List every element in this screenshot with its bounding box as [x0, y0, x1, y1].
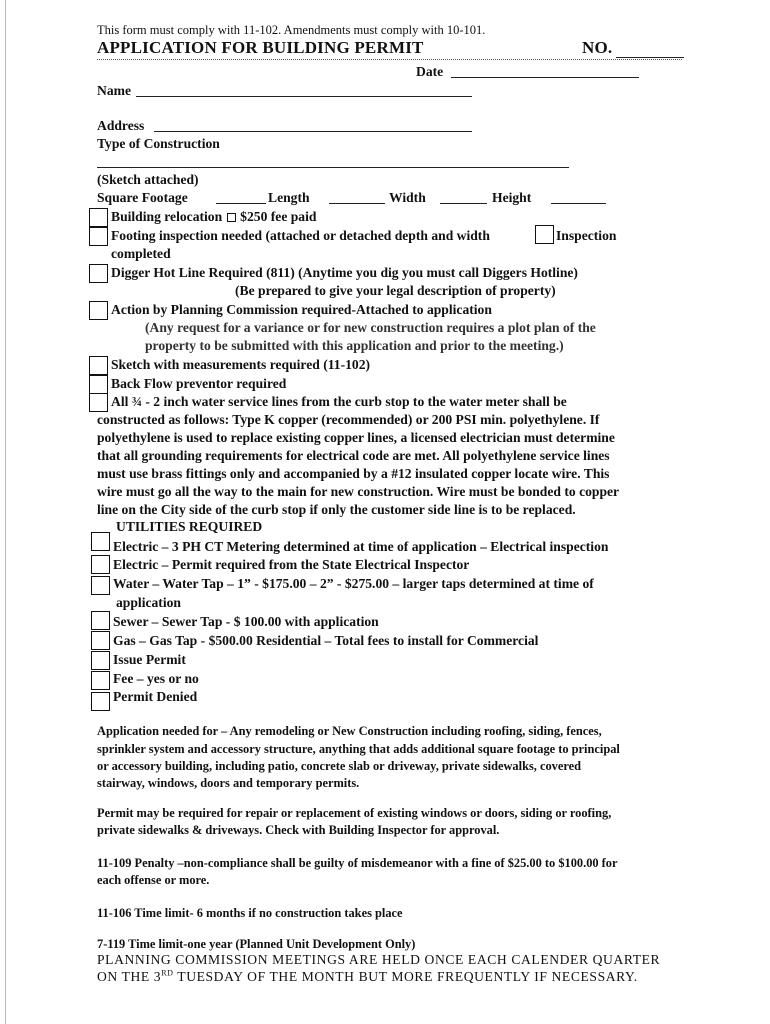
- name-label: Name: [97, 83, 131, 98]
- utilities-heading: UTILITIES REQUIRED: [116, 519, 263, 534]
- checkbox-sewer-tap[interactable]: [91, 611, 110, 630]
- meetings-note-2: [97, 969, 638, 985]
- checkbox-building-relocation[interactable]: [89, 208, 108, 227]
- digger-hotline-label: Digger Hot Line Required (811) (Anytime you dig you must call Diggers Hotline): [111, 265, 578, 280]
- date-label: Date: [416, 64, 444, 79]
- address-label: Address: [97, 118, 145, 133]
- checkbox-footing-inspection[interactable]: [89, 227, 108, 246]
- checkbox-water-service[interactable]: [89, 393, 108, 412]
- electric-permit-label: Electric – Permit required from the State Electrical Inspector: [113, 557, 470, 572]
- construction-type-label: Type of Construction: [97, 136, 220, 151]
- permit-note-2: private sidewalks & driveways. Check with Building Inspector for approval.: [97, 823, 500, 837]
- square-footage-label: Square Footage: [97, 190, 188, 205]
- checkbox-issue-permit[interactable]: [91, 651, 110, 670]
- penalty-note-2: each offense or more.: [97, 873, 210, 887]
- scan-edge: [5, 0, 6, 1024]
- relocation-text: Building relocation: [111, 209, 223, 224]
- permit-note-1: Permit may be required for repair or replacement of existing windows or doors, siding or roofing,: [97, 806, 612, 820]
- checkbox-electric-metering[interactable]: [91, 532, 110, 551]
- sketch-measurements-label: Sketch with measurements required (11-102): [111, 357, 371, 372]
- checkbox-permit-denied[interactable]: [91, 692, 110, 711]
- inspection-label: Inspection: [556, 228, 617, 243]
- footing-inspection-label: Footing inspection needed (attached or detached depth and width: [111, 228, 490, 243]
- compliance-note: This form must comply with 11-102. Amendments must comply with 10-101.: [97, 23, 486, 37]
- fee-paid-text: $250 fee paid: [240, 209, 317, 224]
- meetings-suffix: TUESDAY OF THE MONTH BUT MORE FREQUENTLY IF NECESSARY.: [173, 969, 638, 984]
- building-relocation-label: [111, 209, 316, 225]
- electric-metering-label: Electric – 3 PH CT Metering determined at time of application – Electrical inspection: [113, 539, 609, 554]
- length-field[interactable]: [329, 203, 385, 204]
- fee-label: Fee – yes or no: [113, 671, 199, 686]
- checkbox-sketch-measurements[interactable]: [89, 356, 108, 375]
- water-tap-label-2: application: [116, 595, 181, 610]
- checkbox-electric-permit[interactable]: [91, 555, 110, 574]
- checkbox-gas-tap[interactable]: [91, 631, 110, 650]
- planning-note-line-1: (Any request for a variance or for new construction requires a plot plan of the: [145, 320, 596, 335]
- length-label: Length: [268, 190, 310, 205]
- application-note-1: Application needed for – Any remodeling or New Construction including roofing, siding, fences,: [97, 724, 602, 738]
- checkbox-fee[interactable]: [91, 671, 110, 690]
- checkbox-planning-commission[interactable]: [89, 301, 108, 320]
- permit-denied-label: Permit Denied: [113, 689, 198, 704]
- water-service-line-7: line on the City side of the curb stop if only the customer side line is to be replaced.: [97, 502, 576, 517]
- address-field[interactable]: [154, 131, 472, 132]
- one-year-note: 7-119 Time limit-one year (Planned Unit Development Only): [97, 937, 416, 951]
- water-tap-label: Water – Water Tap – 1” - $175.00 – 2” - $275.00 – larger taps determined at time of: [113, 576, 594, 591]
- time-limit-note: 11-106 Time limit- 6 months if no construction takes place: [97, 906, 403, 920]
- square-footage-field[interactable]: [216, 203, 266, 204]
- construction-type-field[interactable]: [97, 167, 569, 168]
- name-field[interactable]: [136, 96, 472, 97]
- checkbox-digger-hotline[interactable]: [89, 264, 108, 283]
- permit-number-label: NO.: [582, 38, 613, 57]
- water-service-line-4: that all grounding requirements for electrical code are met. All polyethylene service lines: [97, 448, 610, 463]
- issue-permit-label: Issue Permit: [113, 652, 186, 667]
- water-service-line-2: constructed as follows: Type K copper (recommended) or 200 PSI min. polyethylene. If: [97, 412, 600, 427]
- water-service-line-3: polyethylene is used to replace existing copper lines, a licensed electrician must determine: [97, 430, 615, 445]
- water-service-line-5: must use brass fittings only and accompanied by a #12 insulated copper locate wire. This: [97, 466, 610, 481]
- checkbox-water-tap[interactable]: [91, 576, 110, 595]
- application-note-3: or accessory building, including patio, concrete slab or driveway, private sidewalks, covered: [97, 759, 582, 773]
- back-flow-label: Back Flow preventor required: [111, 376, 287, 391]
- gas-tap-label: Gas – Gas Tap - $500.00 Residential – Total fees to install for Commercial: [113, 633, 539, 648]
- fee-paid-checkbox[interactable]: [227, 213, 236, 222]
- meetings-ordinal: RD: [161, 968, 174, 978]
- permit-number-field[interactable]: [616, 57, 684, 58]
- meetings-note-1: PLANNING COMMISSION MEETINGS ARE HELD ONCE EACH CALENDER QUARTER: [97, 952, 661, 967]
- digger-hotline-note: (Be prepared to give your legal description of property): [235, 283, 556, 298]
- width-label: Width: [389, 190, 426, 205]
- form-title: APPLICATION FOR BUILDING PERMIT: [97, 38, 424, 57]
- title-rule: [97, 59, 682, 60]
- width-field[interactable]: [440, 203, 487, 204]
- application-note-2: sprinkler system and accessory structure, anything that adds additional square footage to principal: [97, 742, 620, 756]
- date-field[interactable]: [451, 77, 639, 78]
- water-service-line-1: All ¾ - 2 inch water service lines from the curb stop to the water meter shall be: [111, 394, 567, 409]
- checkbox-inspection-completed[interactable]: [535, 225, 554, 244]
- sketch-attached-label: (Sketch attached): [97, 172, 199, 187]
- height-label: Height: [492, 190, 532, 205]
- meetings-prefix: ON THE 3: [97, 969, 162, 984]
- sewer-tap-label: Sewer – Sewer Tap - $ 100.00 with application: [113, 614, 379, 629]
- planning-commission-label: Action by Planning Commission required-Attached to application: [111, 302, 492, 317]
- penalty-note-1: 11-109 Penalty –non-compliance shall be guilty of misdemeanor with a fine of $25.00 to $100.00 for: [97, 856, 618, 870]
- water-service-line-6: wire must go all the way to the main for new construction. Wire must be bonded to copper: [97, 484, 620, 499]
- planning-note-line-2: property to be submitted with this application and prior to the meeting.): [145, 338, 564, 353]
- completed-label: completed: [111, 246, 171, 261]
- height-field[interactable]: [551, 203, 606, 204]
- checkbox-back-flow[interactable]: [89, 375, 108, 394]
- application-note-4: stairway, windows, doors and temporary permits.: [97, 776, 360, 790]
